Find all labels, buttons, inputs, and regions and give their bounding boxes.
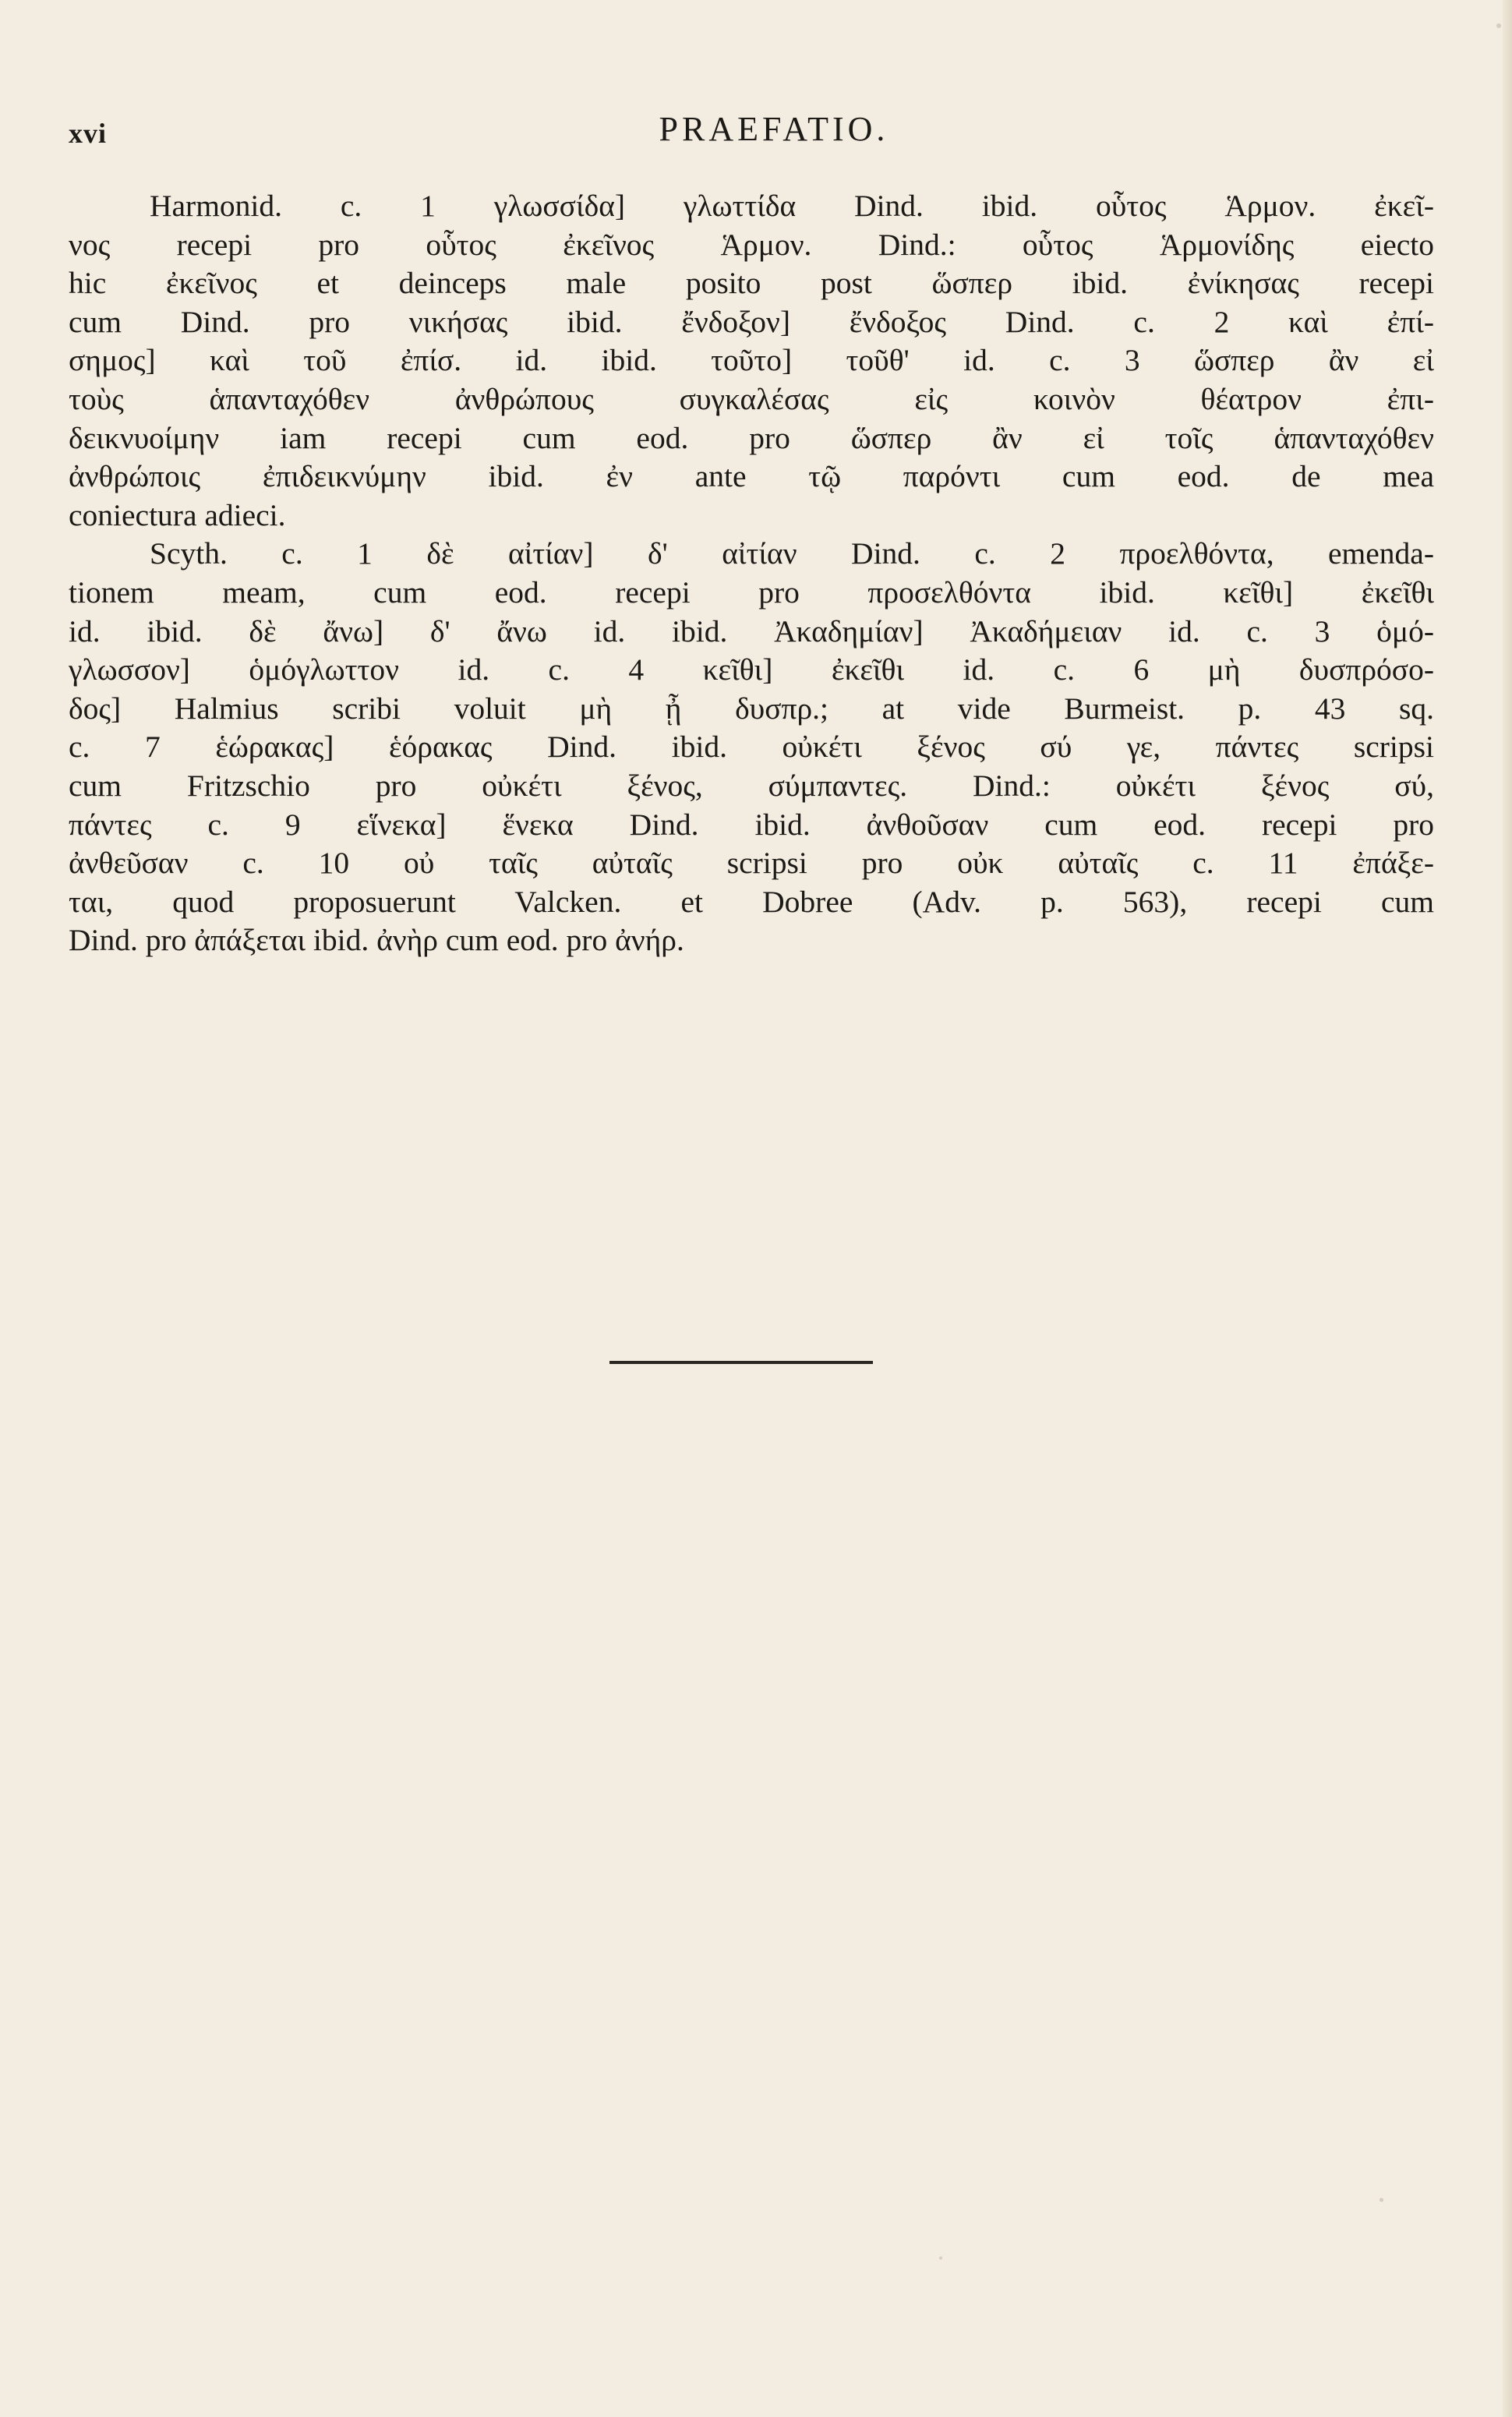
text-line: ἀνθρώποις ἐπιδεικνύμην ibid. ἐν ante τῷ παρόντι cum eod. de mea [69, 459, 1434, 494]
text-line: tionem meam, cum eod. recepi pro προσελθόντα ibid. κεῖθι] ἐκεῖθι [69, 574, 1434, 610]
paper-speck [1380, 2198, 1383, 2202]
end-rule [609, 1361, 873, 1364]
text-line: νος recepi pro οὗτος ἐκεῖνος Ἁρμον. Dind.: οὗτος Ἁρμονίδης eiecto [69, 227, 1434, 262]
text-line: cum Dind. pro νικήσας ibid. ἔνδοξον] ἔνδοξος Dind. c. 2 καὶ ἐπί- [69, 304, 1434, 339]
text-line: hic ἐκεῖνος et deinceps male posito post ὥσπερ ibid. ἐνίκησας recepi [69, 266, 1434, 301]
page-edge [1503, 0, 1512, 2417]
text-line: σημος] καὶ τοῦ ἐπίσ. id. ibid. τοῦτο] τοῦθ' id. c. 3 ὥσπερ ἂν εἰ [69, 343, 1434, 378]
text-line: Scyth. c. 1 δὲ αἰτίαν] δ' αἰτίαν Dind. c. 2 προελθόντα, emenda- [150, 536, 1434, 571]
text-line: δεικνυοίμην iam recepi cum eod. pro ὥσπερ ἂν εἰ τοῖς ἁπανταχόθεν [69, 420, 1434, 455]
text-line: id. ibid. δὲ ἄνω] δ' ἄνω id. ibid. Ἀκαδημίαν] Ἀκαδήμειαν id. c. 3 ὁμό- [69, 613, 1434, 648]
paper-speck [1496, 23, 1501, 28]
text-line: Dind. pro ἀπάξεται ibid. ἀνὴρ cum eod. pro ἀνήρ. [69, 923, 684, 958]
text-line: τοὺς ἁπανταχόθεν ἀνθρώπους συγκαλέσας εἰς κοινὸν θέατρον ἐπι- [69, 381, 1434, 416]
text-line: δος] Halmius scribi voluit μὴ ᾖ δυσπρ.; at vide Burmeist. p. 43 sq. [69, 691, 1434, 726]
text-line: ἀνθεῦσαν c. 10 οὐ ταῖς αὐταῖς scripsi pro οὐκ αὐταῖς c. 11 ἐπάξε- [69, 846, 1434, 881]
text-line: Harmonid. c. 1 γλωσσίδα] γλωττίδα Dind. ibid. οὗτος Ἁρμον. ἐκεῖ- [150, 189, 1434, 223]
text-line: γλωσσον] ὁμόγλωττον id. c. 4 κεῖθι] ἐκεῖθι id. c. 6 μὴ δυσπρόσο- [69, 652, 1434, 687]
page-header [69, 109, 1448, 156]
text-line: cum Fritzschio pro οὐκέτι ξένος, σύμπαντες. Dind.: οὐκέτι ξένος σύ, [69, 768, 1434, 803]
text-line: coniectura adieci. [69, 497, 286, 532]
running-title: PRAEFATIO. [659, 110, 889, 148]
text-line: c. 7 ἑώρακας] ἑόρακας Dind. ibid. οὐκέτι ξένος σύ γε, πάντες scripsi [69, 730, 1434, 765]
text-line: ται, quod proposuerunt Valcken. et Dobree (Adv. p. 563), recepi cum [69, 884, 1434, 919]
paragraph-scytha [69, 535, 1434, 960]
page-number: xvi [69, 118, 108, 149]
body-text [69, 187, 1434, 960]
text-line: πάντες c. 9 εἵνεκα] ἕνεκα Dind. ibid. ἀνθοῦσαν cum eod. recepi pro [69, 807, 1434, 842]
paragraph-harmonides [69, 187, 1434, 535]
paper-speck [939, 2256, 942, 2260]
